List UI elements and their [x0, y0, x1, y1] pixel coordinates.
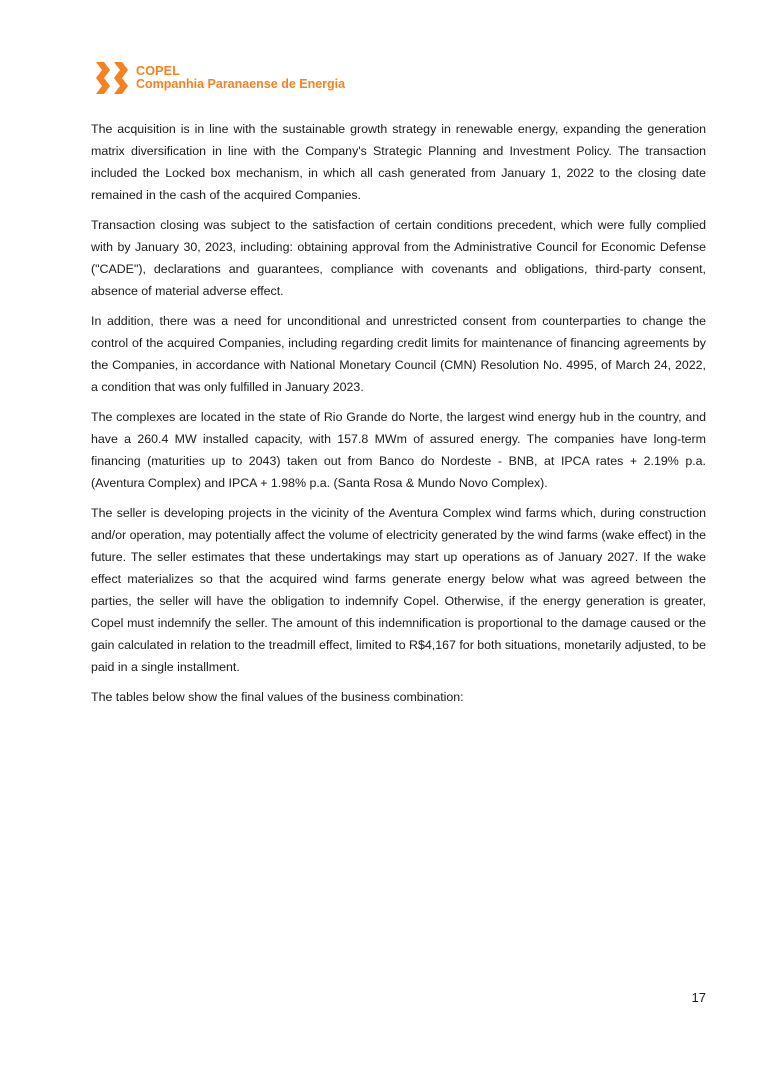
paragraph: The seller is developing projects in the vicinity of the Aventura Complex wind farms which, during construction and/or operation, may potentially affect the volume of electricity generated by the wind farms (wake effect) in the future. The seller estimates that these undertakings may start up operations as of January 2027. If the wake effect materializes so that the acquired wind farms generate energy below what was agreed between the parties, the seller will have the obligation to indemnify Copel. Otherwise, if the energy generation is greater, Copel must indemnify the seller. The amount of this indemnification is proportional to the damage caused or the gain calculated in relation to the treadmill effect, limited to R$4,167 for both situations, monetarily adjusted, to be paid in a single installment.: [91, 506, 706, 674]
copel-logo-icon: [94, 60, 130, 96]
brand-name: COPEL: [136, 64, 181, 78]
page-number: 17: [691, 990, 706, 1005]
paragraph: The tables below show the final values of the business combination:: [91, 690, 464, 704]
document-body: [91, 118, 706, 716]
paragraph: The acquisition is in line with the sustainable growth strategy in renewable energy, expanding the generation matrix diversification in line with the Company's Strategic Planning and Investment Policy. The transaction included the Locked box mechanism, in which all cash generated from January 1, 2022 to the closing date remained in the cash of the acquired Companies.: [91, 122, 706, 202]
page-header: [94, 60, 345, 96]
brand-text: [136, 65, 345, 91]
brand-full-name: Companhia Paranaense de Energia: [136, 77, 346, 91]
paragraph: Transaction closing was subject to the satisfaction of certain conditions precedent, which were fully complied with by January 30, 2023, including: obtaining approval from the Administrative Council for Economic Defense ("CADE"), declarations and guarantees, compliance with covenants and obligations, third-party consent, absence of material adverse effect.: [91, 218, 706, 298]
paragraph: In addition, there was a need for unconditional and unrestricted consent from counterparties to change the control of the acquired Companies, including regarding credit limits for maintenance of financing agreements by the Companies, in accordance with National Monetary Council (CMN) Resolution No. 4995, of March 24, 2022, a condition that was only fulfilled in January 2023.: [91, 314, 706, 394]
paragraph: The complexes are located in the state of Rio Grande do Norte, the largest wind energy hub in the country, and have a 260.4 MW installed capacity, with 157.8 MWm of assured energy. The companies have long-term financing (maturities up to 2043) taken out from Banco do Nordeste - BNB, at IPCA rates + 2.19% p.a. (Aventura Complex) and IPCA + 1.98% p.a. (Santa Rosa & Mundo Novo Complex).: [91, 410, 706, 490]
